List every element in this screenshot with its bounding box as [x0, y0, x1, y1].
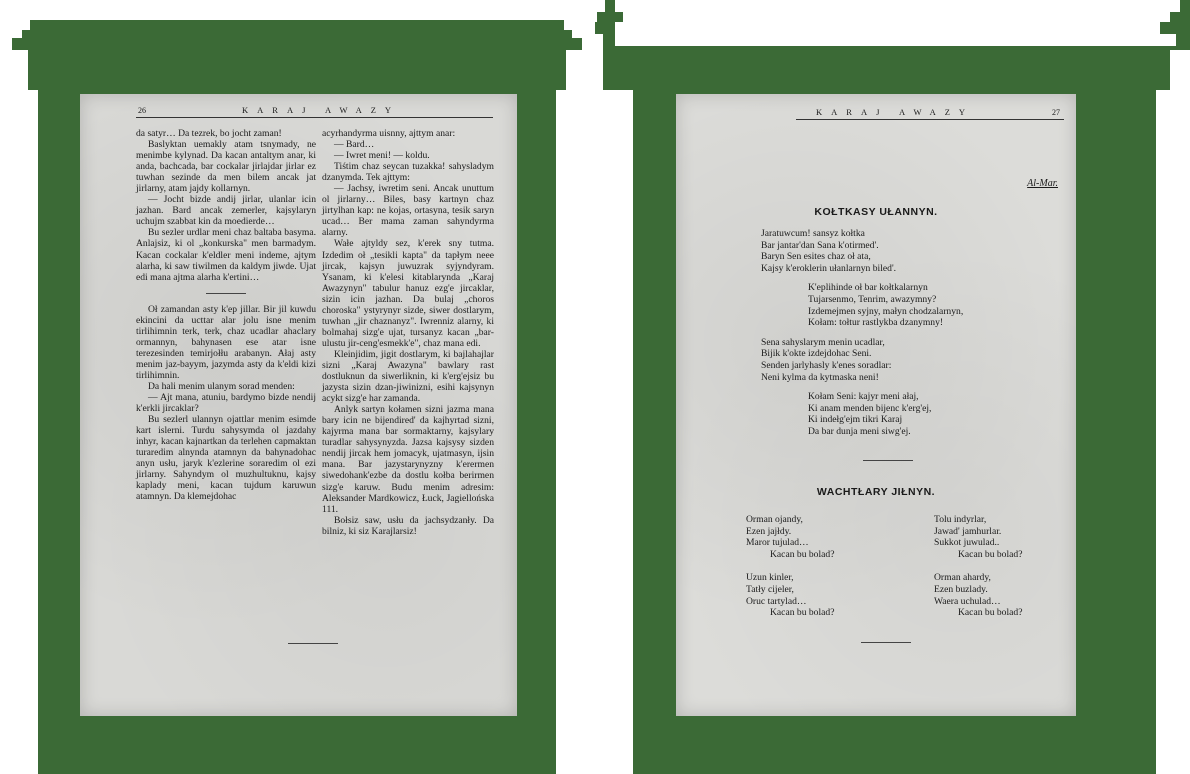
poem-2-left-column	[746, 514, 834, 627]
right-header-rule	[796, 119, 1064, 120]
verse-line: Sena sahyslarym menin ucadlar,	[761, 336, 885, 348]
verse-line: Orman ahardy,	[934, 572, 991, 584]
paragraph: Da hali menim ulanym sorad menden:	[148, 380, 295, 392]
stanza	[761, 228, 963, 274]
verse-line: Kołam: tołtur rastlykba dzanymny!	[808, 317, 944, 329]
verse-line: Kołam Seni: kajyr meni ałaj,	[808, 391, 919, 403]
right-page-viewer	[595, 0, 1190, 774]
verse-line: Bijik k'okte izdejdohac Seni.	[761, 348, 872, 360]
verse-line: Sukkot juwulad..	[934, 537, 1000, 549]
poem-divider-rule	[863, 460, 913, 461]
stanza	[934, 572, 1022, 618]
verse-line: Ki anam menden bijenc k'erg'ej,	[808, 402, 932, 414]
end-rule	[861, 642, 911, 643]
paragraph: Kleinjidim, jigit dostlarym, ki bajlahajlar sizni „Karaj Awazyna" bawlary rast dostluknun da siwerliknin, ki k'erg'ejsiz bu jazysta sizin dzan-jiwinizni, esihi kajsynyn acykt sizg'e har zamanda.	[322, 348, 494, 405]
paragraph: Baslyktan uemakly atam tsnymady, ne menimbe kylynad. Da kacan antaltym anar, ki anda, bachcada, bar cockalar jirlajdar jirlar ez tuwhan sezinde da men bilem ancak jat jirlarny, atam jajdy kollarnyn.	[136, 139, 316, 195]
paragraph: Oł zamandan asty k'ep jillar. Bir jil kuwdu ekincini da ucttar alar jolu isne menim tirlihimnin terk, terk, chaz ucadlar ahaclary ormannyn, bahynasen ese atar isne terezesinden temirjołłu arabanyn. Ałaj asty menim jaz-bayym, jazymda asty da k'eldi kizi tirlihimnin.	[136, 303, 316, 381]
verse-line: Kajsy k'eroklerin ułanlarnyn biled'.	[761, 262, 897, 274]
left-page-number: 26	[138, 106, 146, 115]
left-column-1	[136, 128, 316, 503]
verse-line: Orman ojandy,	[746, 514, 803, 525]
paragraph: Tiśtim chaz seycan tuzakka! sahysladym dzanymda. Tek ajttym:	[322, 161, 494, 184]
poem-1-title: KOŁTKASY UŁANNYN.	[814, 206, 938, 218]
poem-2-right-column	[934, 514, 1022, 627]
paragraph: Bołsiz saw, usłu da jachsydzanły. Da bilniz, ki siz Karajlarsiz!	[322, 514, 494, 537]
verse-line: Waera uchulad…	[934, 595, 1001, 607]
verse-line: Neni kylma da kytmaska neni!	[761, 371, 879, 383]
stanza	[746, 572, 834, 618]
stanza	[934, 514, 1022, 560]
verse-line: Jawad' jamhurlar.	[934, 525, 1002, 537]
verse-line: Uzun kinler,	[746, 572, 794, 584]
verse-line: Senden jarlyhasly k'enes soradlar:	[761, 359, 892, 371]
left-running-head: KARAJ AWAZY	[242, 105, 401, 115]
verse-line: Tujarsenmo, Tenrim, awazymny?	[808, 293, 937, 305]
paragraph: Bu sezlerl ulannyn ojattlar menim esimde kart islerni. Turdu sahysymda ol jazdahy inhyr, kacan kajnartkan da terlehen capmaktan turaredim alnynda atamnyn da bahynadohac anyn usłu, jaryk k'ezlerine soraredim ol ezi jirlarny. Sahyndym ol muzhultuknu, kajsy kaplady meni, kacan tujdum karuwun atamnyn. Da klemejdohac	[136, 414, 316, 503]
verse-line: Kacan bu bolad?	[770, 607, 835, 619]
paragraph: — Iwret meni! — koldu.	[334, 150, 430, 162]
verse-line: Ki indełg'ejm tikri Karaj	[808, 414, 903, 426]
paragraph: — Jocht bizde andij jirlar, ulanlar icin jazhan. Bard ancak zemerler, kajsylaryn uchujm szabbat kin da moedierde…	[136, 194, 316, 228]
verse-line: Oruc tartylad…	[746, 595, 807, 607]
stanza	[746, 514, 834, 560]
paragraph: Bu sezler urdlar meni chaz baltaba basyma. Anlajsiz, ki ol „konkurska" men barmadym. Kacan cockalar k'eldler meni indeme, ajtym alarha, ki saw tiwilmen da kaldym jiwde. Ujat edi mana ajtma alarha k'ertini…	[136, 227, 316, 283]
left-header-rule	[136, 117, 493, 118]
verse-line: Kacan bu bolad?	[958, 548, 1023, 560]
verse-line: Kacan bu bolad?	[770, 548, 835, 560]
paragraph: — Jachsy, iwretim seni. Ancak unuttum ol jirlarny… Biles, basy kartnyn chaz jirtylhan kap: ne kojas, ortasyna, tesik saryn ucad… Ber mama zaman sahyndyrma alarny.	[322, 183, 494, 239]
paragraph: acyrhandyrma uisnny, ajttym anar:	[322, 128, 456, 139]
verse-line: Ezen buzlady.	[934, 583, 988, 595]
verse-line: Tatły cijeler,	[746, 583, 794, 595]
verse-line: Ezen jajłdy.	[746, 525, 792, 537]
right-page-number: 27	[1052, 108, 1060, 117]
end-rule	[288, 643, 338, 644]
left-page	[80, 94, 517, 716]
verse-line: Kacan bu bolad?	[958, 607, 1023, 619]
paragraph: — Bard…	[334, 139, 375, 151]
verse-line: Bar jantar'dan Sana k'otirmed'.	[761, 239, 879, 251]
verse-line: Tolu indyrlar,	[934, 514, 987, 525]
verse-line: Baryn Sen esites chaz oł ata,	[761, 251, 871, 263]
verse-line: Izdemejmen syjny, małyn chodzalarnyn,	[808, 305, 964, 317]
paragraph: — Ajt mana, atuniu, bardymo bizde nendij k'erkli jircaklar?	[136, 392, 316, 415]
left-column-2	[322, 128, 494, 537]
verse-line: Jaratuwcum! sansyz kołtka	[761, 228, 865, 239]
stanza	[761, 282, 963, 328]
verse-line: Da bar dunja meni siwg'ej.	[808, 425, 911, 437]
verse-line: Maror tujulad…	[746, 537, 809, 549]
paragraph: Anlyk sartyn kołamen sizni jazma mana bary icin ne bijendired' da kajhyrtad sizni, kajyrma mana bar sormaktarny, kajsylary turadlar sahysynyzda. Jazsa kajsysy sizden nendij jircak hem jomacyk, ujatmasyn, ijsin mana. Bar jazystarynyzny k'erermen siwedohank'ezbe da dostlu kołba berirmen sizg'e karuw. Budu menim adresim: Aleksander Mardkowicz, Łuck, Jagiellońska 111.	[322, 404, 494, 515]
right-page	[676, 94, 1076, 716]
poem-1	[761, 228, 963, 446]
paragraph: Wałe ajtyldy sez, k'erek sny tutma. Izdedim oł „tesikli kapta" da tapłym neee jircak, kajsyn juwuzrak syjyndyram. Ysanam, ki k'elesi kitablarynda „Karaj Awazynyn" tabulur hanuz ezg'e jircaklar, sizin icin jazhan. Da bulaj „choros choroska" ystyrynyr sizde, siwer dostlarym, tuwhan „jir chaznanyz". Iwrenniz alarny, ki bolmahaj sizg'e ujat, tursanyz kacan „bar-ulustu jir-ceng'esmekk'e", chaz mana edi.	[322, 238, 494, 349]
right-running-head: KARAJ AWAZY	[816, 107, 975, 117]
poem-2-title: WACHTŁARY JIŁNYN.	[816, 486, 936, 498]
stanza	[761, 391, 963, 437]
author-signature: Al-Mar.	[1027, 178, 1058, 189]
stanza	[761, 337, 963, 383]
verse-line: K'eplihinde oł bar kołtkalarnyn	[808, 282, 928, 294]
paragraph: da satyr… Da tezrek, bo jocht zaman!	[136, 128, 282, 139]
section-rule	[206, 293, 246, 294]
